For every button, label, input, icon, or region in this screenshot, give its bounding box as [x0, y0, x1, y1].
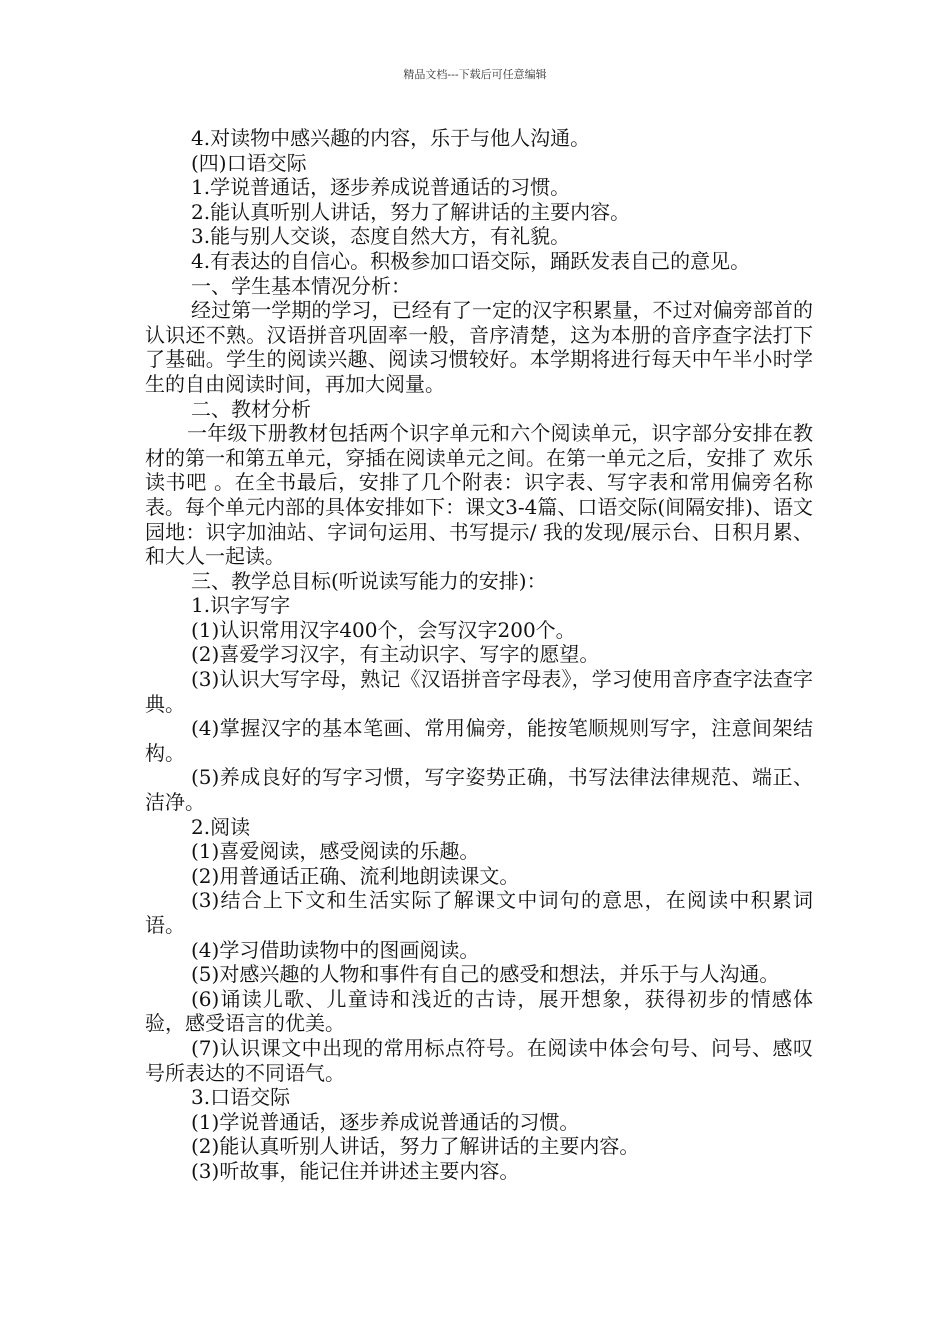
paragraph: 4.对读物中感兴趣的内容，乐于与他人沟通。: [191, 126, 591, 150]
list-item: (3)认识大写字母，熟记《汉语拼音字母表》，学习使用音序查字法查字典。: [145, 667, 813, 716]
paragraph: 4.有表达的自信心。积极参加口语交际，踊跃发表自己的意见。: [191, 248, 751, 273]
section-heading: 二、教材分析: [191, 396, 311, 421]
section-heading: 一、学生基本情况分析：: [191, 273, 411, 298]
list-item: (1)喜爱阅读，感受阅读的乐趣。: [191, 839, 480, 864]
list-item: (3)听故事，能记住并讲述主要内容。: [191, 1158, 520, 1183]
list-item: (1)学说普通话，逐步养成说普通话的习惯。: [191, 1109, 580, 1134]
section-heading: 三、教学总目标(听说读写能力的安排)：: [191, 568, 547, 593]
list-item: (2)喜爱学习汉字，有主动识字、写字的愿望。: [191, 642, 600, 667]
section-heading: (四)口语交际: [191, 150, 307, 175]
list-item: (2)用普通话正确、流利地朗读课文。: [191, 863, 520, 888]
paragraph: 3.能与别人交谈，态度自然大方，有礼貌。: [191, 224, 571, 249]
paragraph: 一年级下册教材包括两个识字单元和六个阅读单元，识字部分安排在教材的第一和第五单元，穿插在阅读单元之间。在第一单元之后，安排了 欢乐读书吧 。在全书最后，安排了几个附表：识字表、写字表和常用偏旁名称表。每个单元内部的具体安排如下：课文3-4篇、口语交际(间隔安排)、语文园地：识字加油站、字词句运用、书写提示/ 我的发现/展示台、日积月累、和大人一起读。: [145, 421, 813, 569]
paragraph: 1.学说普通话，逐步养成说普通话的习惯。: [191, 175, 571, 200]
list-item: (5)养成良好的写字习惯，写字姿势正确，书写法律法律规范、端正、洁净。: [145, 765, 813, 815]
paragraph: 2.能认真听别人讲话，努力了解讲话的主要内容。: [191, 199, 631, 224]
list-item: (2)能认真听别人讲话，努力了解讲话的主要内容。: [191, 1134, 640, 1159]
list-item: (1)认识常用汉字400个，会写汉字200个。: [191, 617, 576, 642]
list-item: (5)对感兴趣的人物和事件有自己的感受和想法，并乐于与人沟通。: [191, 962, 780, 987]
subsection-heading: 3.口语交际: [191, 1085, 291, 1110]
list-item: (3)结合上下文和生活实际了解课文中词句的意思，在阅读中积累词语。: [145, 888, 813, 937]
list-item: (6)诵读儿歌、儿童诗和浅近的古诗，展开想象，获得初步的情感体验，感受语言的优美。: [145, 986, 813, 1036]
list-item: (7)认识课文中出现的常用标点符号。在阅读中体会句号、问号、感叹号所表达的不同语气。: [145, 1035, 813, 1085]
document-body: [145, 126, 813, 1184]
list-item: (4)学习借助读物中的图画阅读。: [191, 937, 480, 962]
paragraph: 经过第一学期的学习，已经有了一定的汉字积累量，不过对偏旁部首的认识还不熟。汉语拼音巩固率一般，音序清楚，这为本册的音序查字法打下了基础。学生的阅读兴趣、阅读习惯较好。本学期将进行每天中午半小时学生的自由阅读时间，再加大阅量。: [145, 298, 813, 396]
subsection-heading: 1.识字写字: [191, 593, 291, 618]
list-item: (4)掌握汉字的基本笔画、常用偏旁，能按笔顺规则写字，注意间架结构。: [145, 716, 813, 765]
page-header: 精品文档---下载后可任意编辑: [403, 68, 547, 81]
subsection-heading: 2.阅读: [191, 814, 251, 839]
